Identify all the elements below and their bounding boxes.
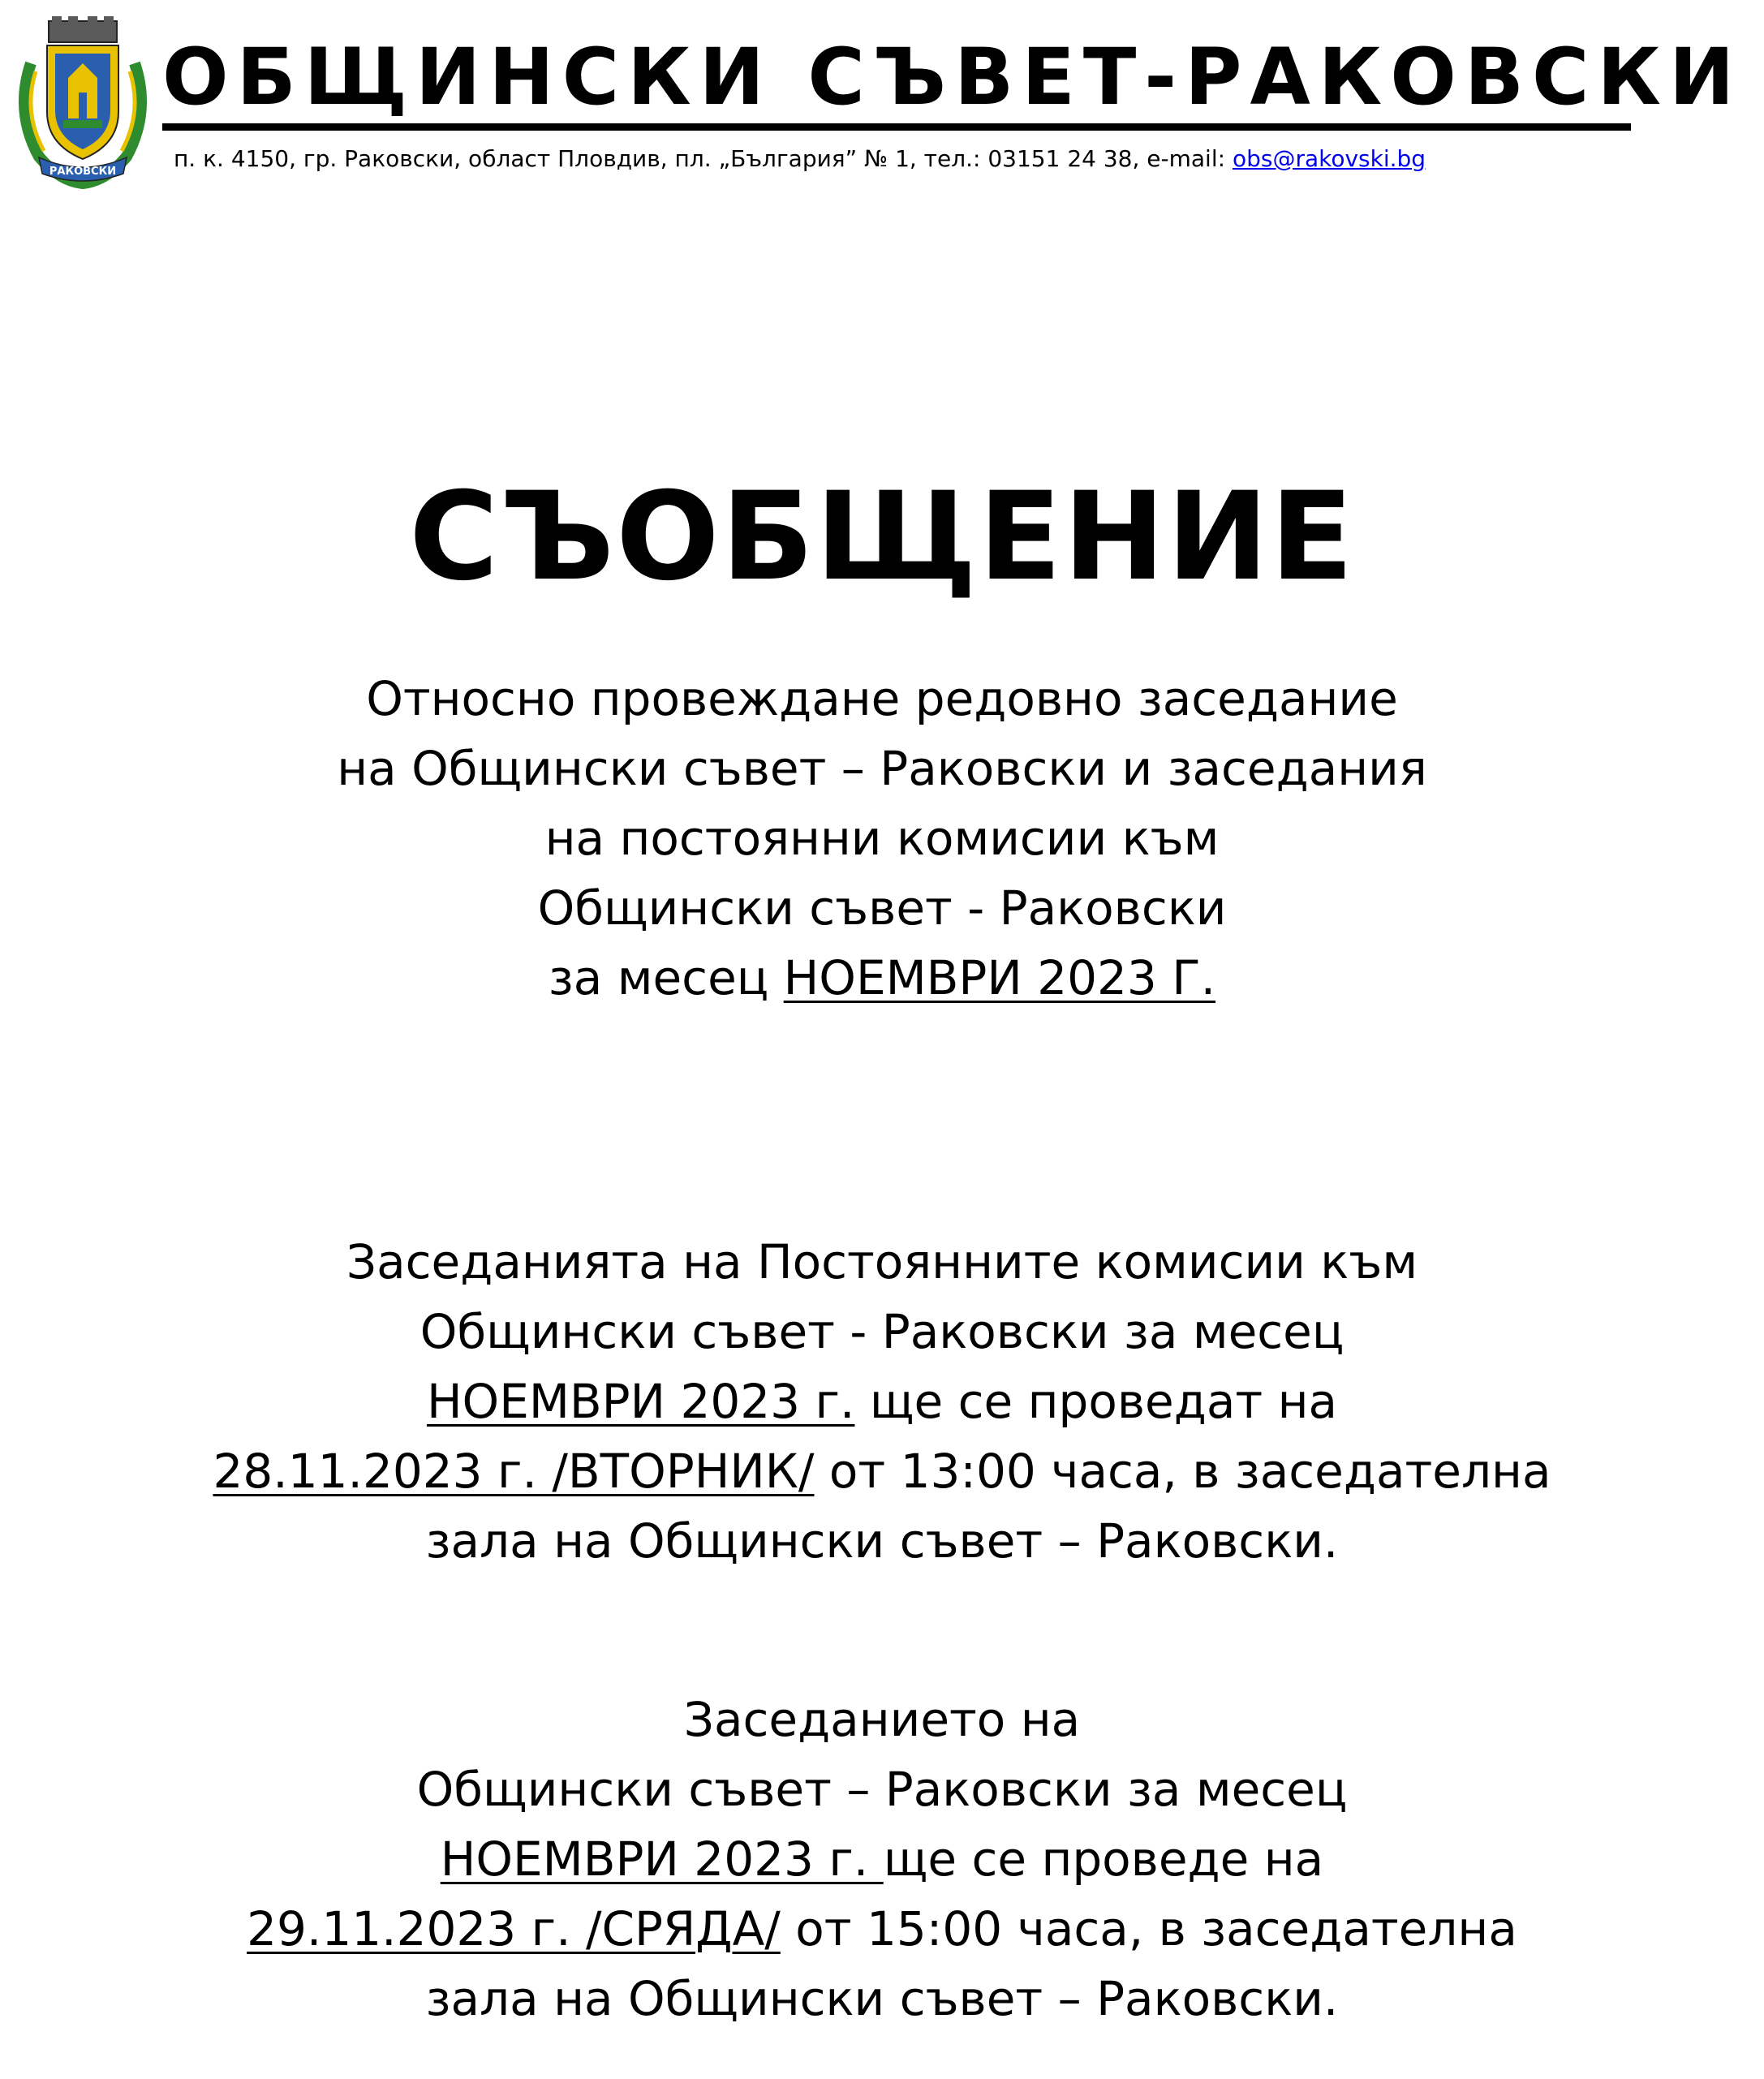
council-line-1: Заседанието на <box>683 1692 1081 1747</box>
council-paragraph <box>0 1685 1764 2034</box>
subject-line-2: на Общински съвет – Раковски и заседания <box>337 741 1427 796</box>
committees-paragraph <box>0 1227 1764 1576</box>
subject-line-3: на постоянни комисии към <box>544 811 1220 866</box>
committees-time: от 13:00 часа, в заседателна <box>814 1444 1551 1499</box>
committees-line-4 <box>0 1436 1764 1506</box>
committees-line-1: Заседанията на Постоянните комисии към <box>346 1234 1418 1289</box>
organization-name: ОБЩИНСКИ СЪВЕТ-РАКОВСКИ <box>162 32 1743 123</box>
council-line-3-text: ще се проведе на <box>883 1832 1324 1887</box>
contact-line <box>174 143 1426 175</box>
subject-block <box>0 664 1764 1013</box>
committees-date: 28.11.2023 г. /ВТОРНИК/ <box>213 1444 815 1499</box>
committees-line-2: Общински съвет - Раковски за месец <box>419 1304 1345 1359</box>
council-line-4 <box>0 1894 1764 1964</box>
subject-month-prefix: за месец <box>548 950 784 1005</box>
council-line-2: Общински съвет – Раковски за месец <box>416 1762 1348 1817</box>
subject-line-5 <box>0 943 1764 1013</box>
committees-line-3-text: ще се проведат на <box>854 1374 1338 1429</box>
council-line-3 <box>0 1824 1764 1894</box>
subject-line-4: Общински съвет - Раковски <box>537 880 1227 936</box>
subject-line-1: Относно провеждане редовно заседание <box>366 671 1398 726</box>
crest-ribbon-text: РАКОВСКИ <box>49 166 117 178</box>
header-divider <box>162 123 1631 131</box>
council-month: НОЕМВРИ 2023 г. <box>440 1832 884 1887</box>
committees-line-3 <box>0 1367 1764 1436</box>
contact-address: п. к. 4150, гр. Раковски, област Пловдив, пл. „България” № 1, тел.: 03151 24 38, e-mail: <box>174 145 1233 172</box>
council-date: 29.11.2023 г. /СРЯДА/ <box>247 1901 781 1956</box>
page-title: СЪОБЩЕНИЕ <box>409 467 1355 608</box>
committees-month: НОЕМВРИ 2023 г. <box>426 1374 855 1429</box>
municipal-crest-icon <box>15 15 151 189</box>
subject-month: НОЕМВРИ 2023 Г. <box>783 950 1216 1005</box>
email-link[interactable]: obs@rakovski.bg <box>1232 145 1426 172</box>
council-time: от 15:00 часа, в заседателна <box>780 1901 1517 1956</box>
council-line-5: зала на Общински съвет – Раковски. <box>425 1971 1339 2026</box>
committees-line-5: зала на Общински съвет – Раковски. <box>425 1513 1339 1569</box>
